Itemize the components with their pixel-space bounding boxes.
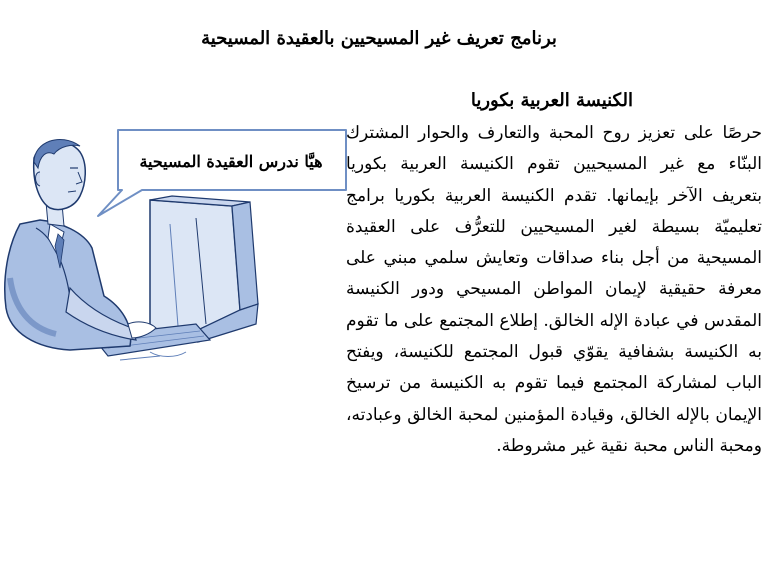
section-heading: الكنيسة العربية بكوريا bbox=[470, 90, 633, 111]
computer-monitor bbox=[150, 196, 258, 342]
speech-bubble-text: هيَّا ندرس العقيدة المسيحية bbox=[139, 152, 323, 171]
page-title: برنامج تعريف غير المسيحيين بالعقيدة المسيحية bbox=[201, 28, 557, 49]
body-paragraph: حرصًا على تعزيز روح المحبة والتعارف والحوار المشترك البنّاء مع غير المسيحيين تقوم الكنيسة العربية بكوريا بتعريف الآخر بإيمانها. تقدم الكنيسة العربية بكوريا برامج تعليميّة بسيطة لغير المسيحيين للتعرُّف على العقيدة المسيحية من أجل بناء صداقات وتعايش سلمي مبني على معرفة حقيقية لإيمان المواطن المسيحي ودور الكنيسة المقدس في عبادة الإله الخالق. إطلاع المجتمع على ما تقوم به الكنيسة بشفافية يقوّي قبول المجتمع للكنيسة، ويفتح الباب لمشاركة المجتمع فيما تقوم به الكنيسة من ترسيخ الإيمان بالإله الخالق، وقيادة المؤمنين لمحبة الخالق وعبادته، ومحبة الناس محبة نقية غير مشروطة. bbox=[346, 123, 762, 456]
desk bbox=[120, 352, 186, 360]
